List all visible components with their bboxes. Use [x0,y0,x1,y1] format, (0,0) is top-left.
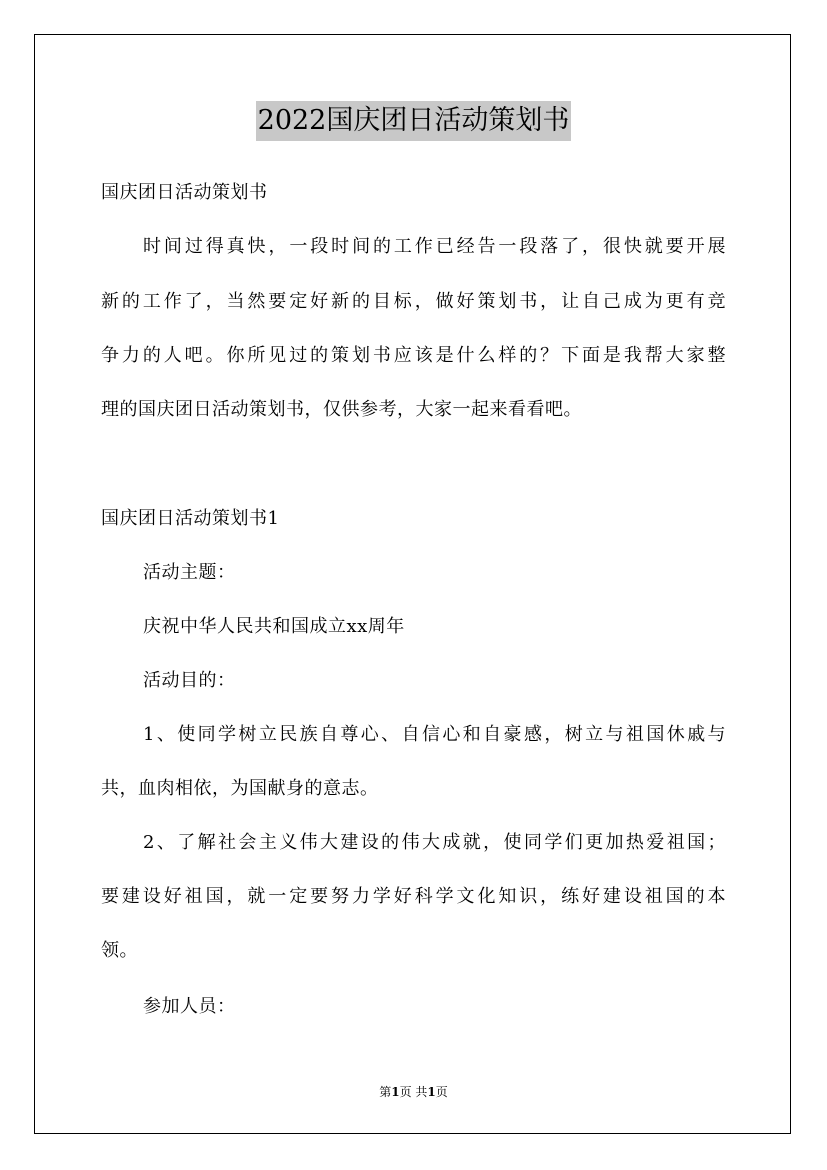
theme-text: 庆祝中华人民共和国成立xx周年 [143,616,405,637]
intro-line-2: 新的工作了，当然要定好新的目标，做好策划书，让自己成为更有竞 [101,291,726,312]
purpose-label: 活动目的： [143,670,236,691]
title-container [0,101,827,141]
theme-label: 活动主题： [143,562,236,583]
intro-line-3: 争力的人吧。你所见过的策划书应该是什么样的？下面是我帮大家整 [101,345,726,366]
purpose1-line-1: 1、使同学树立民族自尊心、自信心和自豪感，树立与祖国休戚与 [143,724,726,745]
purpose2-line-2: 要建设好祖国，就一定要努力学好科学文化知识，练好建设祖国的本 [101,886,726,907]
section-heading: 国庆团日活动策划书1 [101,508,280,529]
purpose2-line-3: 领。 [101,940,138,961]
footer-page-suffix: 页 共 [399,1085,428,1099]
document-title: 2022国庆团日活动策划书 [256,101,572,141]
footer-total-suffix: 页 [435,1085,448,1099]
purpose1-line-2: 共，血肉相依，为国献身的意志。 [101,778,379,799]
footer-page-prefix: 第 [379,1085,392,1099]
document-subtitle: 国庆团日活动策划书 [101,182,268,203]
footer-total-number: 1 [427,1085,436,1099]
intro-line-4: 理的国庆团日活动策划书，仅供参考，大家一起来看看吧。 [101,399,582,420]
page-footer [0,1084,827,1100]
footer-page-number: 1 [391,1085,400,1099]
purpose2-line-1: 2、了解社会主义伟大建设的伟大成就，使同学们更加热爱祖国； [143,832,726,853]
participants-label: 参加人员： [143,996,236,1017]
intro-line-1: 时间过得真快，一段时间的工作已经告一段落了，很快就要开展 [143,236,726,257]
